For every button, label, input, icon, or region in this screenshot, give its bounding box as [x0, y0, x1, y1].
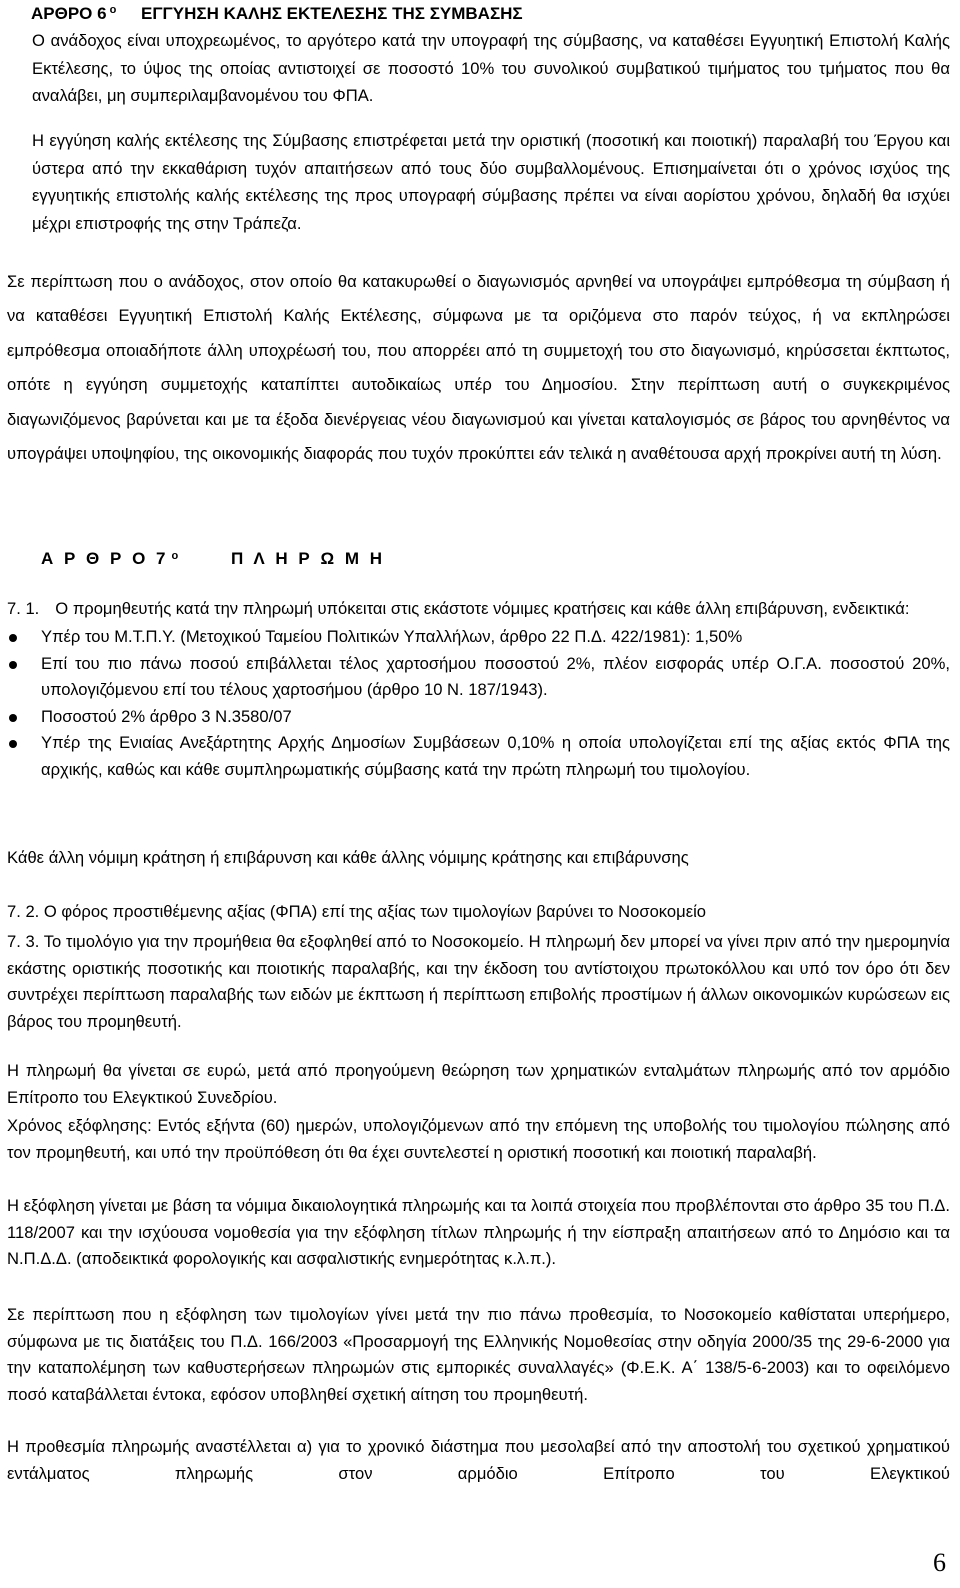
section-7-3: 7. 3. Το τιμολόγιο για την προμήθεια θα εξοφληθεί από το Νοσοκομείο. Η πληρωμή δεν μπορεί να γίνει πριν από την ημερομηνία εκάστης οριστικής ποσοτικής και ποιοτικής παραλαβής, και την έκδοση του αντίστοιχου πρωτοκόλλου και υπό τον όρο ότι δεν συντρέχει περίπτωση παραλαβής των ειδών με έκπτωση ή περίπτωση επιβολής προστίμων ή άλλων οικονομικών κυρώσεων εις βάρος του προμηθευτή.	[7, 932, 950, 1031]
page-number: 6	[933, 1548, 946, 1577]
bullet-icon	[9, 740, 17, 748]
article-6-paragraph-1: Ο ανάδοχος είναι υποχρεωμένος, το αργότερο κατά την υπογραφή της σύμβασης, να καταθέσει Εγγυητική Επιστολή Καλής Εκτέλεσης, το ύψος της οποίας αντιστοιχεί σε ποσοστό 10% του συνολικού συμβατικού τιμήματος του τμήματος που θα αναλάβει, μη συμπεριλαμβανομένου του ΦΠΑ.	[32, 31, 950, 106]
list-item: Υπέρ της Ενιαίας Ανεξάρτητης Αρχής Δημοσίων Συμβάσεων 0,10% η οποία υπολογίζεται επί της αξίας εκτός ΦΠΑ της αρχικής, καθώς και κάθε συμπληρωματικής σύμβασης κατά την πρώτη πληρωμή του τιμολογίου.	[7, 730, 950, 783]
article-7-number: Α Ρ Θ Ρ Ο 7 $^o$	[41, 549, 182, 568]
bullet-icon	[9, 661, 17, 669]
payment-time-paragraph: Χρόνος εξόφλησης: Εντός εξήντα (60) ημερών, υπολογιζόμενων από την επόμενη της υποβολής του τιμολογίου πώλησης από τον προμηθευτή, και υπό την προϋπόθεση ότι θα έχει συντελεστεί η οριστική ποσοτική και ποιοτική παραλαβή.	[7, 1116, 950, 1162]
article-6-paragraph-3: Σε περίπτωση που ο ανάδοχος, στον οποίο θα κατακυρωθεί ο διαγωνισμός αρνηθεί να υπογράψει εμπρόθεσμα τη σύμβαση ή να καταθέσει Εγγυητική Επιστολή Καλής Εκτέλεσης, σύμφωνα με τα οριζόμενα στο παρόν τεύχος, ή να εκπληρώσει εμπρόθεσμα οποιαδήποτε άλλη υποχρέωσή του, που απορρέει από τη συμμετοχή του στο διαγωνισμό, κηρύσσεται έκπτωτος, οπότε η εγγύηση συμμετοχής καταπίπτει αυτοδικαίως υπέρ του Δημοσίου. Στην περίπτωση αυτή ο συγκεκριμένος διαγωνιζόμενος βαρύνεται και με τα έξοδα διενέργειας νέου διαγωνισμού και γίνεται καταλογισμός σε βάρος του αρνηθέντος να υπογράψει υποψηφίου, της οικονομικής διαφοράς που τυχόν προκύπτει εάν τελικά η αναθέτουσα αρχή προκρίνει αυτή τη λύση.	[7, 272, 950, 464]
late-payment-paragraph: Σε περίπτωση που η εξόφληση των τιμολογίων γίνει μετά την πιο πάνω προθεσμία, το Νοσοκομείο καθίσταται υπερήμερο, σύμφωνα με τις διατάξεις του Π.Δ. 166/2003 «Προσαρμογή της Ελληνικής Νομοθεσίας στην οδηγία 2000/35 της 29-6-2000 για την καταπολέμηση των καθυστερήσεων πληρωμών στις εμπορικές συναλλαγές» (Φ.Ε.Κ. Α΄ 138/5-6-2003) και το οφειλόμενο ποσό καταβάλλεται έντοκα, εφόσον υποβληθεί σχετική αίτηση του προμηθευτή.	[7, 1305, 950, 1404]
section-7-2: 7. 2. Ο φόρος προστιθέμενης αξίας (ΦΠΑ) επί της αξίας των τιμολογίων βαρύνει το Νοσοκομείο	[7, 902, 707, 921]
payment-suspension-paragraph: Η προθεσμία πληρωμής αναστέλλεται α) για το χρονικό διάστημα που μεσολαβεί από την αποστολή του σχετικού χρηματικού εντάλματος πληρωμής στον αρμόδιο Επίτροπο του Ελεγκτικού	[7, 1437, 950, 1483]
section-7-1	[7, 596, 950, 623]
article-7-heading	[41, 544, 385, 574]
other-deductions-line: Κάθε άλλη νόμιμη κράτηση ή επιβάρυνση και κάθε άλλης νόμιμης κράτησης και επιβάρυνσης	[7, 848, 689, 867]
article-6-paragraph-2: Η εγγύηση καλής εκτέλεσης της Σύμβασης επιστρέφεται μετά την οριστική (ποσοτική και ποιοτική) παραλαβή του Έργου και ύστερα από την εκκαθάριση τυχόν απαιτήσεων από τους δύο συμβαλλομένους. Επισημαίνεται ότι ο χρόνος ισχύος της εγγυητικής επιστολής καλής εκτέλεσης της προς υπογραφή σύμβασης πρέπει να είναι αορίστου χρόνου, δηλαδή θα ισχύει μέχρι επιστροφής της στην Τράπεζα.	[32, 131, 950, 233]
bullet-icon	[9, 634, 17, 642]
list-item: Ποσοστού 2% άρθρο 3 Ν.3580/07	[7, 704, 950, 731]
payment-documents-paragraph: Η εξόφληση γίνεται με βάση τα νόμιμα δικαιολογητικά πληρωμής και τα λοιπά στοιχεία που προβλέπονται στο άρθρο 35 του Π.Δ. 118/2007 και την ισχύουσα νομοθεσία για την εξόφληση τίτλων πληρωμής ή την είσπραξη απαιτήσεων από το Δημόσιο και τα Ν.Π.Δ.Δ. (αποδεικτικά φορολογικής και ασφαλιστικής ενημερότητας κ.λ.π.).	[7, 1196, 950, 1268]
article-7-title: Π Λ Η Ρ Ω Μ Η	[231, 549, 386, 568]
article-6-number: ΑΡΘΡΟ 6 $^o$	[31, 4, 117, 23]
list-item: Επί του πιο πάνω ποσού επιβάλλεται τέλος χαρτοσήμου ποσοστού 2%, πλέον εισφοράς υπέρ Ο.Γ.Α. ποσοστού 20%, υπολογιζόμενου επί του τέλους χαρτοσήμου (άρθρο 10 Ν. 187/1943).	[7, 651, 950, 704]
article-6-heading	[31, 0, 523, 27]
list-item: Υπέρ του Μ.Τ.Π.Υ. (Μετοχικού Ταμείου Πολιτικών Υπαλλήλων, άρθρο 22 Π.Δ. 422/1981): 1,50%	[7, 624, 950, 651]
section-7-1-number: 7. 1.	[7, 599, 40, 618]
bullet-icon	[9, 714, 17, 722]
payment-euro-paragraph: Η πληρωμή θα γίνεται σε ευρώ, μετά από προηγούμενη θεώρηση των χρηματικών ενταλμάτων πληρωμής από τον αρμόδιο Επίτροπο του Ελεγκτικού Συνεδρίου.	[7, 1061, 950, 1107]
deductions-list	[7, 624, 950, 783]
article-6-title: ΕΓΓΥΗΣΗ ΚΑΛΗΣ ΕΚΤΕΛΕΣΗΣ ΤΗΣ ΣΥΜΒΑΣΗΣ	[141, 4, 523, 23]
section-7-1-text: Ο προμηθευτής κατά την πληρωμή υπόκειται στις εκάστοτε νόμιμες κρατήσεις και κάθε άλλη επιβάρυνση, ενδεικτικά:	[55, 599, 910, 618]
